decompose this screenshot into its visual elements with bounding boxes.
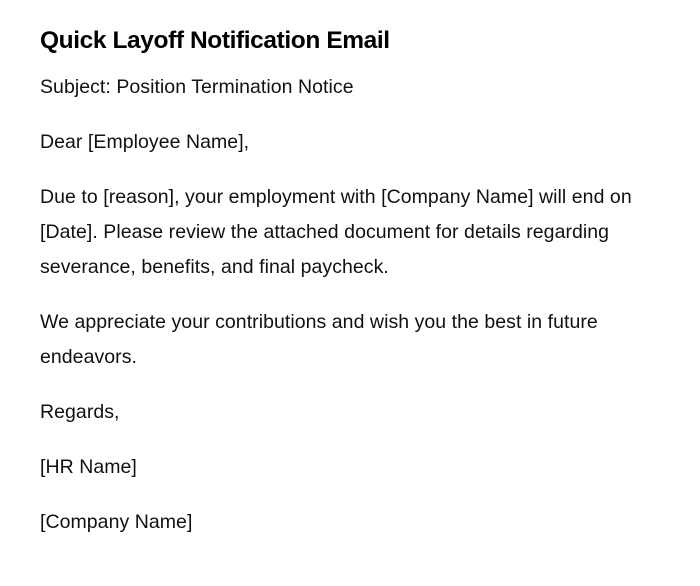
email-closing: Regards, [40, 401, 120, 423]
email-body-paragraph-2: We appreciate your contributions and wish you the best in future endeavors. [40, 311, 598, 368]
document-title: Quick Layoff Notification Email [40, 27, 390, 54]
signature-hr-name: [HR Name] [40, 456, 137, 478]
signature-company-name: [Company Name] [40, 511, 193, 533]
email-body-paragraph-1: Due to [reason], your employment with [Company Name] will end on [Date]. Please review the attached document for details regarding severance, benefits, and final paycheck. [40, 186, 632, 278]
email-subject-line: Subject: Position Termination Notice [40, 76, 354, 98]
email-salutation: Dear [Employee Name], [40, 131, 250, 153]
